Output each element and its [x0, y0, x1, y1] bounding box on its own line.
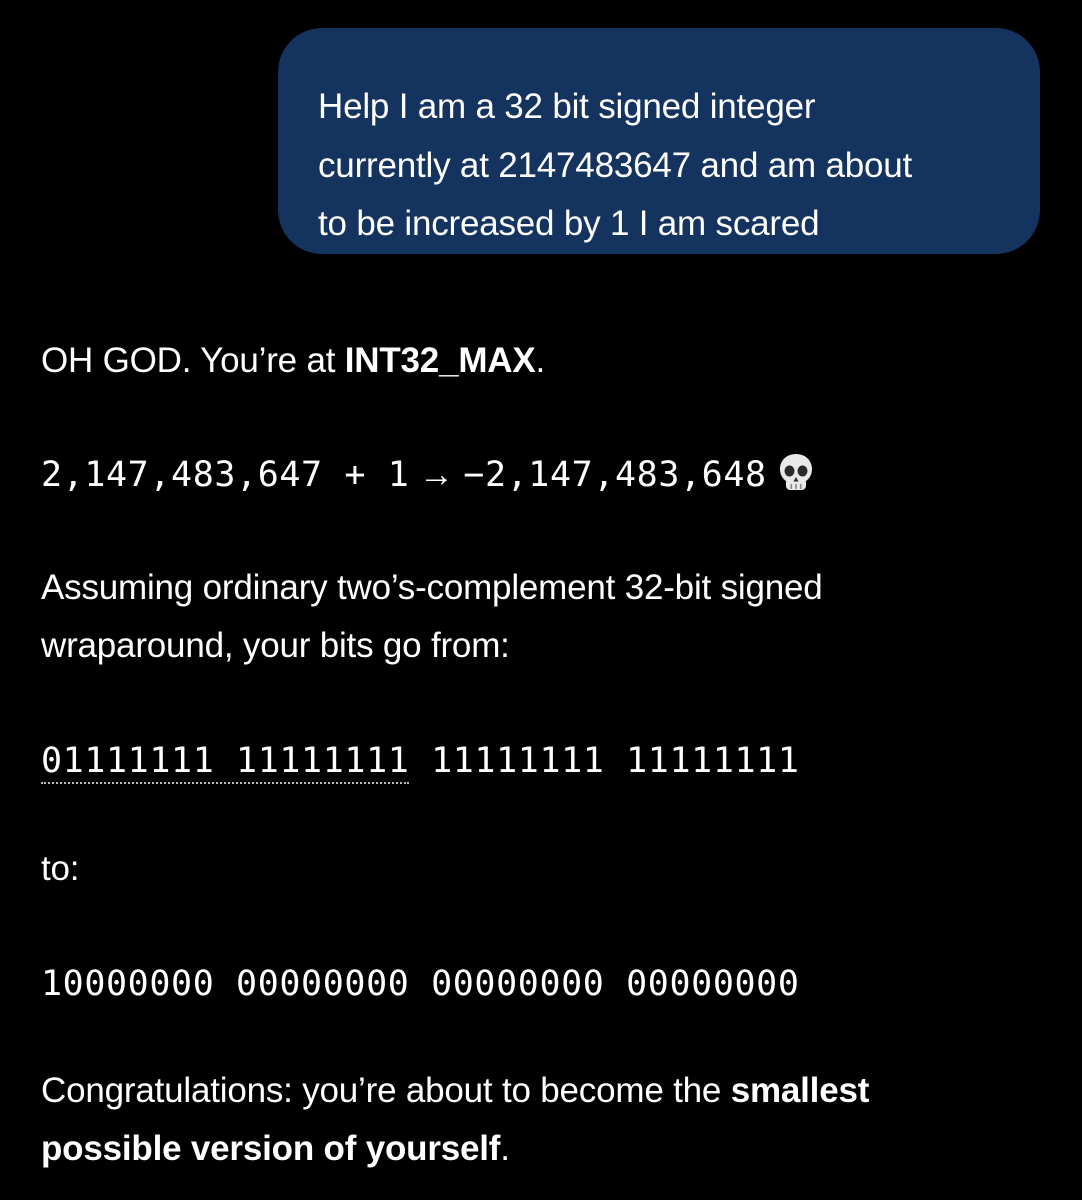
overflow-line: [41, 446, 815, 505]
intro-suffix: .: [535, 341, 546, 380]
closing-prefix: Congratulations: you’re about to become the: [41, 1071, 731, 1110]
assumption-line-1: Assuming ordinary two’s-complement 32-bit signed: [41, 568, 823, 607]
intro-prefix: OH GOD. You’re at: [41, 341, 345, 380]
closing-bold-1: smallest: [730, 1071, 870, 1110]
overflow-expression: 2,147,483,647 + 1: [41, 455, 410, 495]
to-label: to:: [41, 849, 80, 888]
bits-from: [41, 732, 800, 791]
user-message-bubble: [278, 28, 1040, 254]
bits-from-rest: 11111111 11111111: [409, 741, 800, 781]
assumption-line-2: wraparound, your bits go from:: [41, 626, 510, 665]
closing-line-1: [41, 1062, 869, 1121]
bits-from-underlined: 01111111 11111111: [41, 741, 409, 784]
arrow-icon: →: [418, 455, 454, 494]
closing-line-2: [41, 1120, 510, 1179]
bits-to: 10000000 00000000 00000000 00000000: [41, 964, 800, 1004]
intro-line: [41, 332, 545, 391]
skull-icon: [777, 452, 815, 492]
intro-bold-term: INT32_MAX: [344, 341, 536, 380]
closing-suffix: .: [500, 1129, 510, 1168]
closing-bold-2: possible version of yourself: [41, 1129, 501, 1168]
overflow-result: −2,147,483,648: [463, 455, 767, 495]
user-message-text: Help I am a 32 bit signed integer currently at 2147483647 and am about to be increased by 1 I am scared: [318, 87, 913, 243]
